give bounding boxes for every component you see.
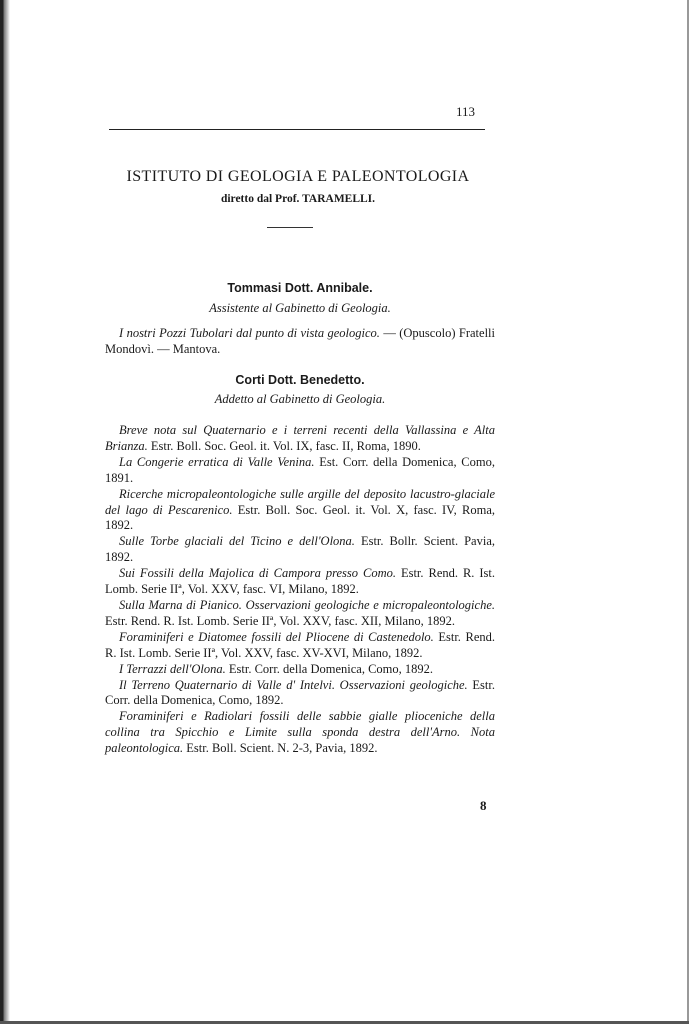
- entry-title: Sulla Marna di Pianico. Osservazioni geologiche e micropaleontologiche.: [119, 597, 495, 612]
- entry-details: Estr. Boll. Soc. Geol. it. Vol. X, fasc. IV, Roma, 1892.: [105, 502, 495, 533]
- entry-title: Ricerche micropaleontologiche sulle argille del deposito lacustro-glaciale del lago di Pescarenico.: [105, 486, 495, 517]
- entry-details: Estr. Rend. R. Ist. Lomb. Serie IIª, Vol. XXV, fasc. VI, Milano, 1892.: [105, 566, 495, 597]
- page-number: 113: [455, 104, 475, 119]
- entry-details: — (Opuscolo) Fratelli Mondovì. — Mantova.: [105, 326, 495, 356]
- bibliography-entry: [105, 662, 495, 678]
- entry-title: Breve nota sul Quaternario e i terreni recenti della Vallassina e Alta Brianza.: [105, 423, 495, 453]
- entry-details: Est. Corr. della Domenica, Como, 1891.: [105, 454, 495, 485]
- entry-details: Estr. Bollr. Scient. Pavia, 1892.: [105, 534, 495, 565]
- page-binding-edge: [0, 0, 10, 1024]
- entry-details: Estr. Corr. della Domenica, Como, 1892.: [105, 677, 495, 708]
- entry-title: I Terrazzi dell'Olona.: [119, 661, 226, 676]
- entry-title: I nostri Pozzi Tubolari dal punto di vista geologico.: [119, 326, 380, 340]
- title-divider: [267, 227, 313, 228]
- author-name: Tommasi Dott. Annibale.: [227, 281, 373, 295]
- signature-mark: 8: [480, 798, 487, 813]
- bibliography-entry: [105, 487, 495, 535]
- entry-details: Estr. Rend. R. Ist. Lomb. Serie IIª, Vol. XXV, fasc. XV-XVI, Milano, 1892.: [105, 629, 495, 660]
- bibliography-entry: [105, 455, 495, 487]
- bibliography-entry: [105, 534, 495, 566]
- bibliography-list: [105, 423, 495, 757]
- entry-details: Estr. Rend. R. Ist. Lomb. Serie IIª, Vol. XXV, fasc. XII, Milano, 1892.: [105, 613, 455, 628]
- bibliography-entry: [105, 630, 495, 662]
- bibliography-entry: [105, 709, 495, 757]
- entry-title: Foraminiferi e Radiolari fossili delle sabbie gialle plioceniche della collina tra Spicchio e Limite sulla sponda destra dell'Arno. Nota paleontologica.: [105, 709, 495, 756]
- author-role: Addetto al Gabinetto di Geologia.: [214, 392, 386, 406]
- entry-details: Estr. Boll. Scient. N. 2-3, Pavia, 1892.: [183, 741, 378, 756]
- bibliography-entry: [105, 566, 495, 598]
- author-name: Corti Dott. Benedetto.: [235, 373, 365, 387]
- entry-title: Sulle Torbe glaciali del Ticino e dell'Olona.: [119, 534, 355, 549]
- bibliography-entry: [105, 678, 495, 710]
- director-subtitle: diretto dal Prof. TARAMELLI.: [220, 193, 376, 205]
- entry-title: Il Terreno Quaternario di Valle d' Intelvi. Osservazioni geologiche.: [119, 677, 468, 692]
- bibliography-entry: [105, 325, 495, 357]
- entry-title: Foraminiferi e Diatomee fossili del Pliocene di Castenedolo.: [119, 629, 434, 644]
- header-rule: [109, 129, 485, 130]
- institute-title: ISTITUTO DI GEOLOGIA E PALEONTOLOGIA: [126, 168, 470, 185]
- bibliography-entry: [105, 598, 495, 630]
- entry-details: Estr. Corr. della Domenica, Como, 1892.: [225, 661, 434, 676]
- entry-details: Estr. Boll. Soc. Geol. it. Vol. IX, fasc. II, Roma, 1890.: [147, 438, 421, 453]
- bibliography-list: [105, 325, 495, 357]
- entry-title: Sui Fossili della Majolica di Campora presso Como.: [119, 566, 396, 581]
- bibliography-entry: [105, 423, 495, 455]
- entry-title: La Congerie erratica di Valle Venina.: [119, 454, 315, 469]
- author-role: Assistente al Gabinetto di Geologia.: [209, 301, 391, 315]
